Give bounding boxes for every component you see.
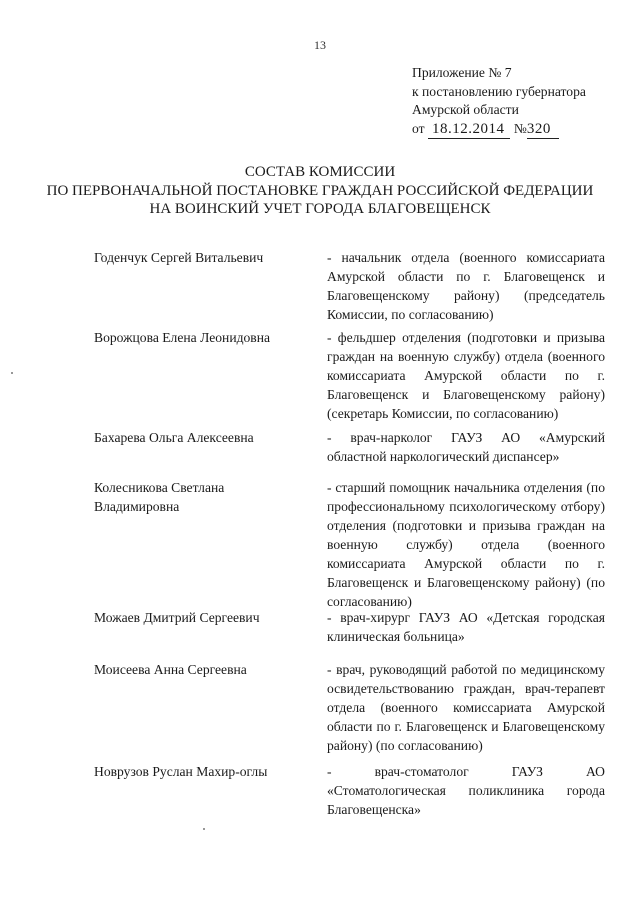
decree-date: 18.12.2014 [428,120,511,140]
member-name: Колесникова Светлана Владимировна [94,480,225,514]
appendix-title: Приложение № 7 [412,65,512,80]
member-role: - фельдшер отделения (подготовки и призыва граждан на военную службу) отдела (военного комиссариата Амурской области по г. Благовещенск и Благовещенскому району) (секретарь Комиссии, по согласованию) [327,330,605,421]
document-heading [20,163,620,219]
member-role: - начальник отдела (военного комиссариата Амурской области по г. Благовещенск и Благовещенскому району) (председатель Комиссии, по согласованию) [327,250,605,322]
member-name: Моисеева Анна Сергеевна [94,662,247,677]
appendix-block [412,64,622,139]
number-prefix: № [513,120,527,136]
member-name: Новрузов Руслан Махир-оглы [94,764,268,779]
member-role: - врач-нарколог ГАУЗ АО «Амурский областной наркологический диспансер» [327,430,605,464]
member-name: Ворожцова Елена Леонидовна [94,330,271,345]
scan-speck [203,828,205,830]
member-role: - старший помощник начальника отделения (по профессиональному психологическому отбору) отделения (подготовки и призыва граждан на военную службу) отдела (военного комиссариата Амурской области по г. Благовещенск и Благовещенскому району) (по согласованию) [327,480,605,609]
heading-line-3: НА ВОИНСКИЙ УЧЕТ ГОРОДА БЛАГОВЕЩЕНСК [149,201,491,217]
date-prefix: от [412,120,425,136]
decree-number: 320 [527,120,559,140]
member-role: - врач, руководящий работой по медицинскому освидетельствованию граждан, врач-терапевт отдела (военного комиссариата Амурской области по г. Благовещенск и Благовещенскому району) (по согласованию) [327,662,605,753]
appendix-date-number [412,120,622,140]
heading-line-1: СОСТАВ КОМИССИИ [244,164,396,180]
heading-line-2: ПО ПЕРВОНАЧАЛЬНОЙ ПОСТАНОВКЕ ГРАЖДАН РОССИЙСКОЙ ФЕДЕРАЦИИ [46,182,594,199]
page-number: 13 [314,38,326,52]
member-role: - врач-стоматолог ГАУЗ АО «Стоматологическая поликлиника города Благовещенска» [327,764,605,817]
scan-speck [11,372,13,374]
member-role: - врач-хирург ГАУЗ АО «Детская городская клиническая больница» [327,610,605,644]
appendix-region: Амурской области [412,102,519,117]
member-name: Можаев Дмитрий Сергеевич [94,610,260,625]
appendix-decree-reference: к постановлению губернатора [412,83,586,99]
member-name: Бахарева Ольга Алексеевна [94,430,254,445]
member-name: Годенчук Сергей Витальевич [94,250,264,265]
